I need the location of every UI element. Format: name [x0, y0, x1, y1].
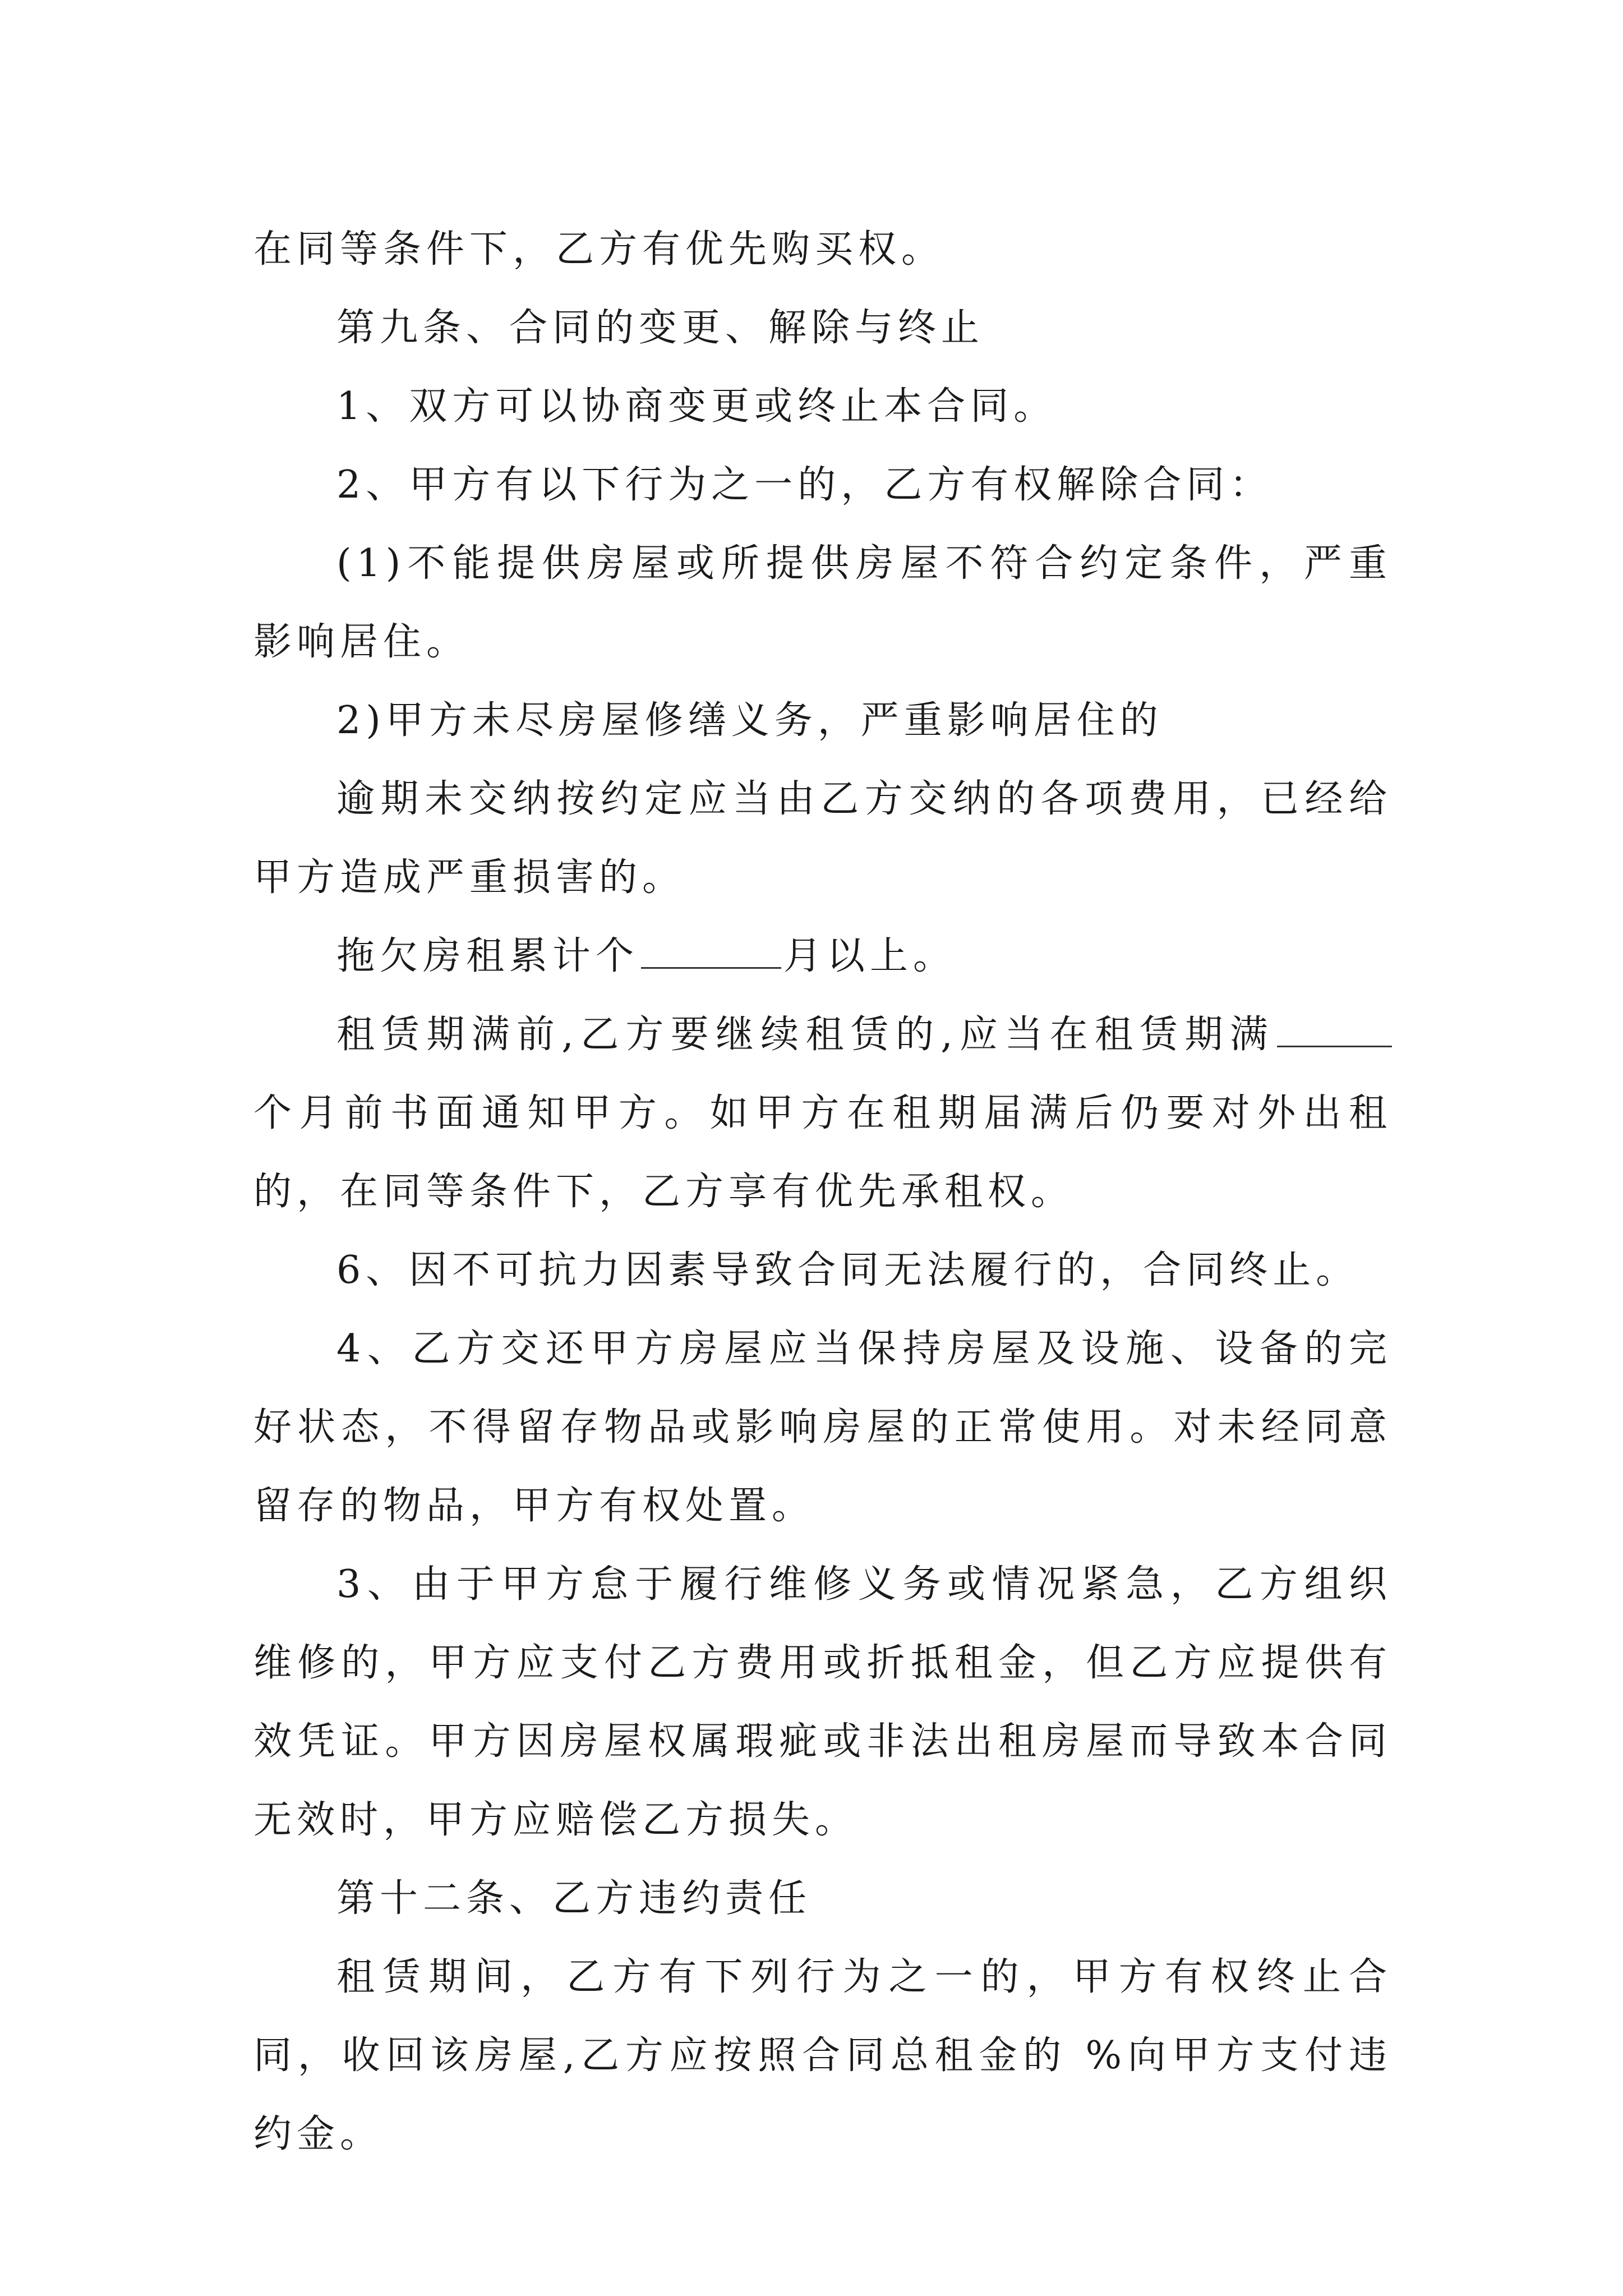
paragraph: 3、由于甲方怠于履行维修义务或情况紧急，乙方组织维修的，甲方应支付乙方费用或折抵租金，但乙方应提供有效凭证。甲方因房屋权属瑕疵或非法出租房屋而导致本合同无效时，甲方应赔偿乙方损失。 — [253, 1562, 1392, 1842]
section-heading: 第十二条、乙方违约责任 — [336, 1876, 812, 1921]
paragraph: 在同等条件下，乙方有优先购买权。 — [253, 227, 945, 272]
paragraph: 2)甲方未尽房屋修缮义务，严重影响居住的 — [336, 698, 1163, 743]
fill-in-blank — [641, 922, 781, 969]
paragraph: 4、乙方交还甲方房屋应当保持房屋及设施、设备的完好状态，不得留存物品或影响房屋的正常使用。对未经同意留存的物品，甲方有权处置。 — [253, 1327, 1392, 1528]
paragraph: 租赁期间，乙方有下列行为之一的，甲方有权终止合同，收回该房屋,乙方应按照合同总租金的 %向甲方支付违约金。 — [253, 1955, 1392, 2156]
paragraph-text-before-blank: 租赁期满前,乙方要继续租赁的,应当在租赁期满 — [336, 1013, 1275, 1057]
paragraph: 逾期未交纳按约定应当由乙方交纳的各项费用，已经给甲方造成严重损害的。 — [253, 777, 1392, 900]
paragraph-with-blank — [253, 917, 1392, 996]
paragraph: 1、双方可以协商变更或终止本合同。 — [336, 384, 1057, 429]
section-heading: 第九条、合同的变更、解除与终止 — [336, 306, 985, 350]
paragraph-with-blank — [253, 996, 1392, 1231]
document-body — [253, 210, 1392, 2174]
paragraph-text-after-blank: 个月前书面通知甲方。如甲方在租期届满后仍要对外出租的，在同等条件下，乙方享有优先承租权。 — [253, 1091, 1392, 1214]
paragraph: (1)不能提供房屋或所提供房屋不符合约定条件，严重影响居住。 — [253, 541, 1392, 664]
paragraph: 2、甲方有以下行为之一的，乙方有权解除合同： — [336, 463, 1273, 507]
paragraph: 6、因不可抗力因素导致合同无法履行的，合同终止。 — [336, 1248, 1359, 1292]
paragraph-text-before-blank: 拖欠房租累计个 — [336, 934, 639, 978]
fill-in-blank — [1277, 1001, 1392, 1047]
paragraph-text-after-blank: 月以上。 — [783, 934, 957, 978]
